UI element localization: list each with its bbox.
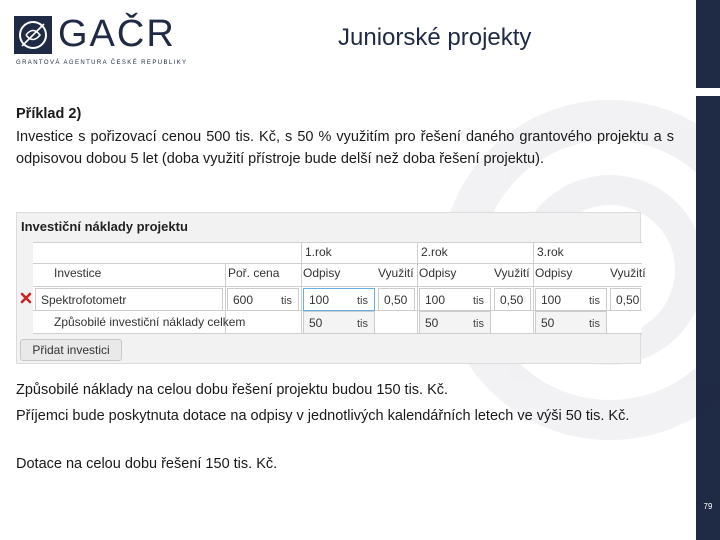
grid-line: [33, 263, 642, 264]
paragraph-eligible-costs: Způsobilé náklady na celou dobu řešení projektu budou 150 tis. Kč.: [16, 382, 449, 398]
year-3-header: 3.rok: [537, 245, 564, 259]
y3-odpisy-input[interactable]: [535, 288, 607, 311]
y3-total-value: 50: [541, 316, 555, 330]
grid-line: [301, 243, 302, 334]
example-description: Investice s pořizovací cenou 500 tis. Kč, s 50 % využitím pro řešení daného grantového projektu a s odpisovou dobou 5 let (doba využití přístroje bude delší než doba řešení projektu).: [16, 129, 674, 167]
investment-name-value: Spektrofotometr: [41, 293, 127, 307]
gacr-logo: [14, 13, 188, 70]
grid-line: [533, 243, 534, 334]
y1-total-value: 50: [309, 316, 323, 330]
col-por-cena: Poř. cena: [228, 266, 280, 280]
col-y2-vyuziti: Využití: [494, 266, 530, 280]
col-investice: Investice: [54, 266, 102, 280]
y1-total-field: [303, 311, 375, 334]
y3-total-field: [535, 311, 607, 334]
col-y3-vyuziti: Využití: [610, 266, 646, 280]
gacr-emblem-icon: [14, 16, 52, 54]
y2-odpisy-unit: tis: [473, 295, 484, 307]
y3-odpisy-value: 100: [541, 293, 562, 307]
paragraph-subsidy-yearly: Příjemci bude poskytnuta dotace na odpisy v jednotlivých kalendářních letech ve výši 50 tis. Kč.: [16, 408, 630, 424]
logo-wordmark: GAČR: [58, 13, 176, 55]
y2-odpisy-value: 100: [425, 293, 446, 307]
y2-odpisy-input[interactable]: [419, 288, 491, 311]
price-value: 600: [233, 293, 254, 307]
page-number: 79: [703, 502, 713, 511]
year-1-header: 1.rok: [305, 245, 332, 259]
delete-row-icon[interactable]: [20, 292, 32, 304]
paragraph-subsidy-total: Dotace na celou dobu řešení 150 tis. Kč.: [16, 456, 278, 472]
logo-subtitle: GRANTOVÁ AGENTURA ČESKÉ REPUBLIKY: [16, 60, 188, 66]
price-input[interactable]: [227, 288, 299, 311]
col-y3-odpisy: Odpisy: [535, 266, 573, 280]
y2-total-unit: tis: [473, 318, 484, 330]
slide-title: Juniorské projekty: [338, 24, 532, 51]
total-label: Způsobilé investiční náklady celkem: [54, 315, 246, 329]
y3-odpisy-unit: tis: [589, 295, 600, 307]
year-2-header: 2.rok: [421, 245, 448, 259]
y3-total-unit: tis: [589, 318, 600, 330]
y1-odpisy-value: 100: [309, 293, 330, 307]
grid-line: [33, 286, 642, 287]
grid-line: [417, 243, 418, 334]
investment-costs-panel: [16, 212, 646, 364]
y1-odpisy-input[interactable]: [303, 288, 375, 311]
col-y1-vyuziti: Využití: [378, 266, 414, 280]
add-investment-button[interactable]: Přidat investici: [20, 339, 122, 361]
y1-vyuziti-input[interactable]: [378, 288, 415, 311]
price-unit: tis: [281, 295, 292, 307]
y1-vyuziti-value: 0,50: [384, 293, 408, 307]
y2-total-field: [419, 311, 491, 334]
col-y2-odpisy: Odpisy: [419, 266, 457, 280]
y2-vyuziti-input[interactable]: [494, 288, 531, 311]
panel-title: Investiční náklady projektu: [21, 219, 188, 234]
y2-vyuziti-value: 0,50: [500, 293, 524, 307]
investment-table: [33, 242, 646, 333]
y2-total-value: 50: [425, 316, 439, 330]
y3-vyuziti-input[interactable]: [610, 288, 641, 311]
y1-odpisy-unit: tis: [357, 295, 368, 307]
col-y1-odpisy: Odpisy: [303, 266, 341, 280]
y3-vyuziti-value: 0,50: [616, 293, 640, 307]
investment-name-input[interactable]: [35, 288, 223, 311]
y1-total-unit: tis: [357, 318, 368, 330]
example-label: Příklad 2): [16, 106, 82, 122]
